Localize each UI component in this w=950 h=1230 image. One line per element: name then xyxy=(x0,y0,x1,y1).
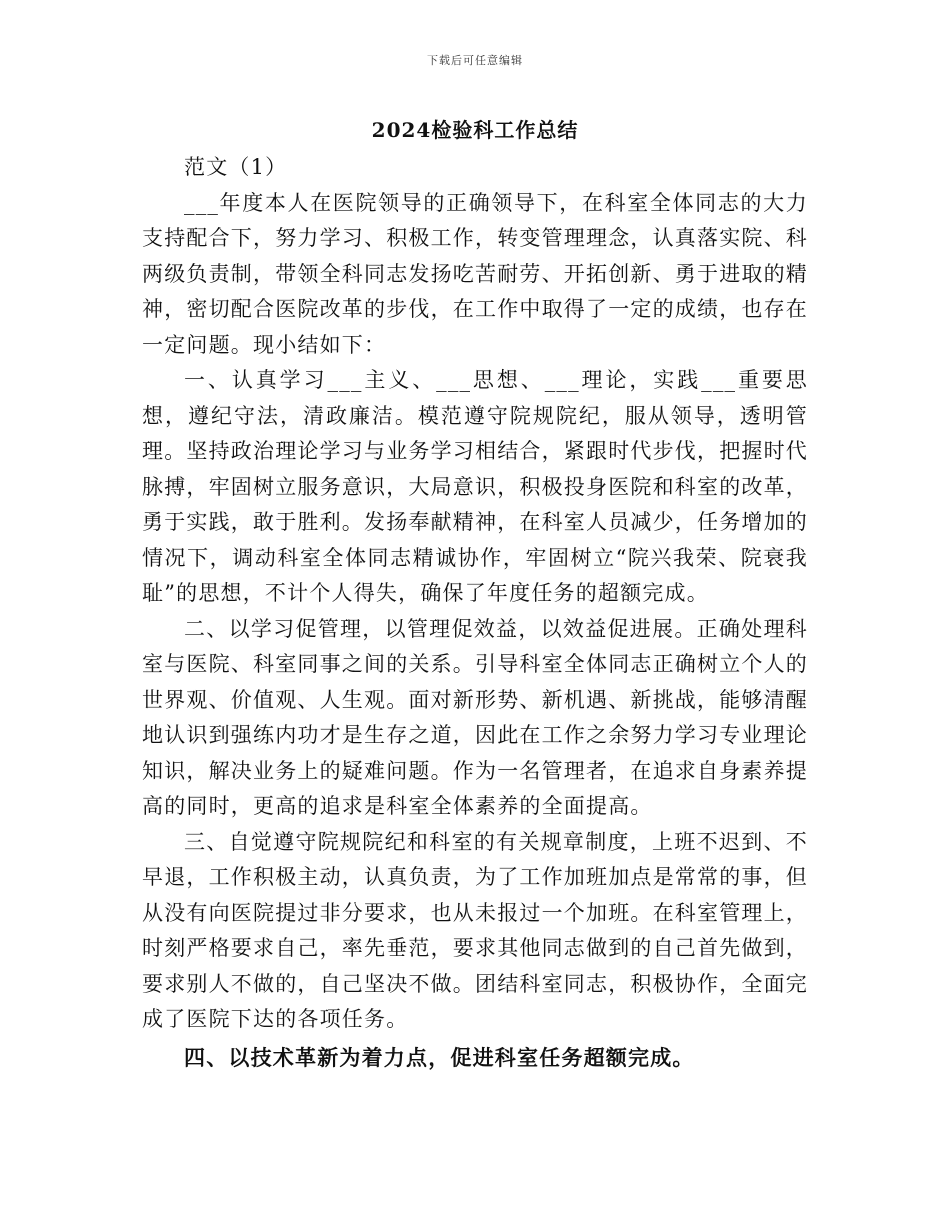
paragraph-intro: ___年度本人在医院领导的正确领导下，在科室全体同志的大力支持配合下，努力学习、积极工作，转变管理理念，认真落实院、科两级负责制，带领全科同志发扬吃苦耐劳、开拓创新、勇于进取的精神，密切配合医院改革的步伐，在工作中取得了一定的成绩，也存在一定问题。现小结如下： xyxy=(142,190,808,357)
paragraph-section-1: 一、认真学习___主义、___思想、___理论，实践___重要思想，遵纪守法，清政廉洁。模范遵守院规院纪，服从领导，透明管理。坚持政治理论学习与业务学习相结合，紧跟时代步伐，把握时代脉搏，牢固树立服务意识，大局意识，积极投身医院和科室的改革，勇于实践，敢于胜利。发扬奉献精神，在科室人员减少，任务增加的情况下，调动科室全体同志精诚协作，牢固树立“院兴我荣、院衰我耻”的思想，不计个人得失，确保了年度任务的超额完成。 xyxy=(142,368,808,605)
section-label: 范文（1） xyxy=(184,155,288,179)
header-note: 下载后可任意编辑 xyxy=(427,54,523,67)
section-4-heading: 四、以技术革新为着力点，促进科室任务超额完成。 xyxy=(184,1044,695,1070)
document-title: 2024检验科工作总结 xyxy=(371,118,579,142)
paragraph-section-3: 三、自觉遵守院规院纪和科室的有关规章制度，上班不迟到、不早退，工作积极主动，认真负责，为了工作加班加点是常常的事，但从没有向医院提过非分要求，也从未报过一个加班。在科室管理上，时刻严格要求自己，率先垂范，要求其他同志做到的自己首先做到，要求别人不做的，自己坚决不做。团结科室同志，积极协作，全面完成了医院下达的各项任务。 xyxy=(142,829,808,1031)
document-body xyxy=(142,150,808,1075)
paragraph-section-2: 二、以学习促管理，以管理促效益，以效益促进展。正确处理科室与医院、科室同事之间的关系。引导科室全体同志正确树立个人的世界观、价值观、人生观。面对新形势、新机遇、新挑战，能够清醒地认识到强练内功才是生存之道，因此在工作之余努力学习专业理论知识，解决业务上的疑难问题。作为一名管理者，在追求自身素养提高的同时，更高的追求是科室全体素养的全面提高。 xyxy=(142,616,808,818)
